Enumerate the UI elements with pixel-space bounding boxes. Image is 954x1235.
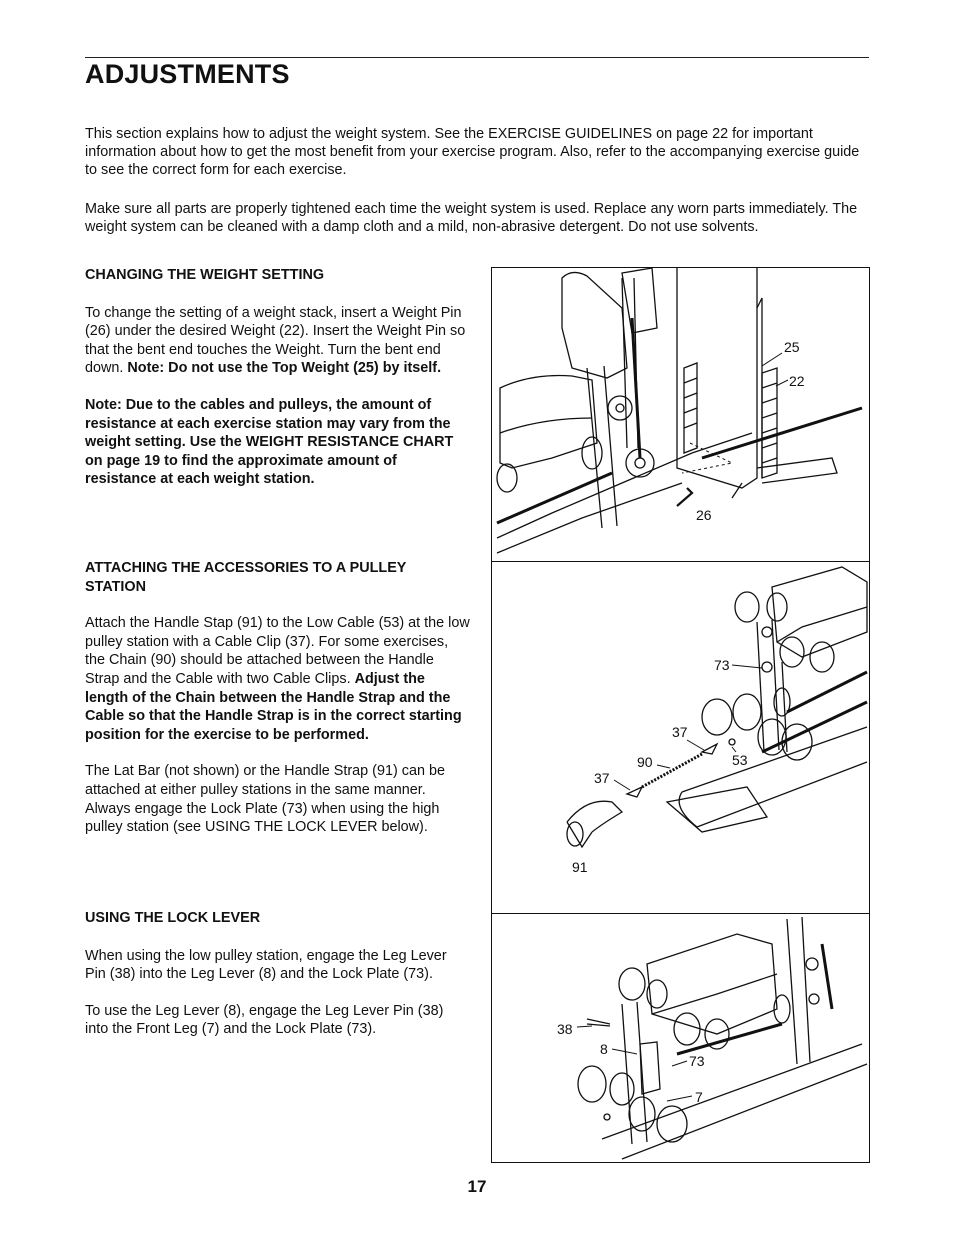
section-accessories <box>85 559 470 837</box>
lock-paragraph-1: When using the low pulley station, engage the Leg Lever Pin (38) into the Leg Lever (8) and the Lock Plate (73). <box>85 947 447 983</box>
section-heading-accessories <box>85 559 470 596</box>
callout-8: 8 <box>600 1041 608 1057</box>
section-heading-lock: USING THE LOCK LEVER <box>85 910 261 926</box>
accessories-heading-line-1: ATTACHING THE ACCESSORIES TO A PULLEY <box>85 560 407 576</box>
callout-73: 73 <box>689 1053 705 1069</box>
callout-37-upper: 37 <box>672 724 688 740</box>
page-title: ADJUSTMENTS <box>85 59 290 89</box>
accessories-paragraph-1-text: Attach the Handle Stap (91) to the Low Cable (53) at the low pulley station with a Cable Clip (37). For some exercises, the Chain (90) should be attached between the Handle Strap and the Cable with two Cable Clips. <box>85 615 470 687</box>
figure-weight-stack <box>491 267 870 562</box>
callout-25: 25 <box>784 339 800 355</box>
callout-22: 22 <box>789 373 805 389</box>
callout-91: 91 <box>572 859 588 875</box>
intro-paragraph-1: This section explains how to adjust the weight system. See the EXERCISE GUIDELINES on page 22 for important information about how to get the most benefit from your exercise program. Also, refer to the accompanying exercise guide to see the correct form for each exercise. <box>85 126 860 179</box>
weight-paragraph-1 <box>85 304 470 378</box>
weight-stack-illustration <box>492 268 869 561</box>
accessories-paragraph-1 <box>85 614 470 744</box>
accessories-paragraph-2: The Lat Bar (not shown) or the Handle Strap (91) can be attached at either pulley stations in the same manner. Always engage the Lock Plate (73) when using the high pulley station (see USING THE LOCK LEVER below). <box>85 763 445 836</box>
section-heading-weight: CHANGING THE WEIGHT SETTING <box>85 267 325 283</box>
callout-37-lower: 37 <box>594 770 610 786</box>
weight-note-resistance: Note: Due to the cables and pulleys, the amount of resistance at each exercise station may vary from the weight setting. Use the WEIGHT RESISTANCE CHART on page 19 to find the approximate amount of resistance at each weight station. <box>85 396 454 488</box>
figure-accessories <box>491 561 870 914</box>
page-number: 17 <box>467 1177 487 1196</box>
weight-note-top-weight: Note: Do not use the Top Weight (25) by itself. <box>127 360 442 377</box>
callout-90: 90 <box>637 754 653 770</box>
lock-paragraph-2: To use the Leg Lever (8), engage the Leg Lever Pin (38) into the Front Leg (7) and the Lock Plate (73). <box>85 1002 444 1038</box>
callout-7: 7 <box>695 1089 703 1105</box>
weight-paragraph-1-text: To change the setting of a weight stack, insert a Weight Pin (26) under the desired Weight (22). Insert the Weight Pin so that the bent end touches the Weight. Turn the bent end down. <box>85 304 466 377</box>
section-weight <box>85 266 470 489</box>
lock-lever-illustration <box>492 914 869 1162</box>
accessories-heading-line-2: STATION <box>85 578 147 595</box>
callout-38: 38 <box>557 1021 573 1037</box>
header-rule <box>85 57 869 58</box>
callout-26: 26 <box>696 507 712 523</box>
intro-paragraph-2: Make sure all parts are properly tightened each time the weight system is used. Replace any worn parts immediately. The weight system can be cleaned with a damp cloth and a mild, non-abrasive detergent. Do not use solvents. <box>85 201 858 236</box>
accessories-illustration <box>492 562 869 913</box>
section-lock-lever <box>85 909 470 1039</box>
callout-53: 53 <box>732 752 748 768</box>
accessories-chain-note: Adjust the length of the Chain between the Handle Strap and the Cable so that the Handle Strap is in the correct starting position for the exercise to be performed. <box>85 670 462 743</box>
figure-lock-lever <box>491 913 870 1163</box>
callout-73: 73 <box>714 657 730 673</box>
